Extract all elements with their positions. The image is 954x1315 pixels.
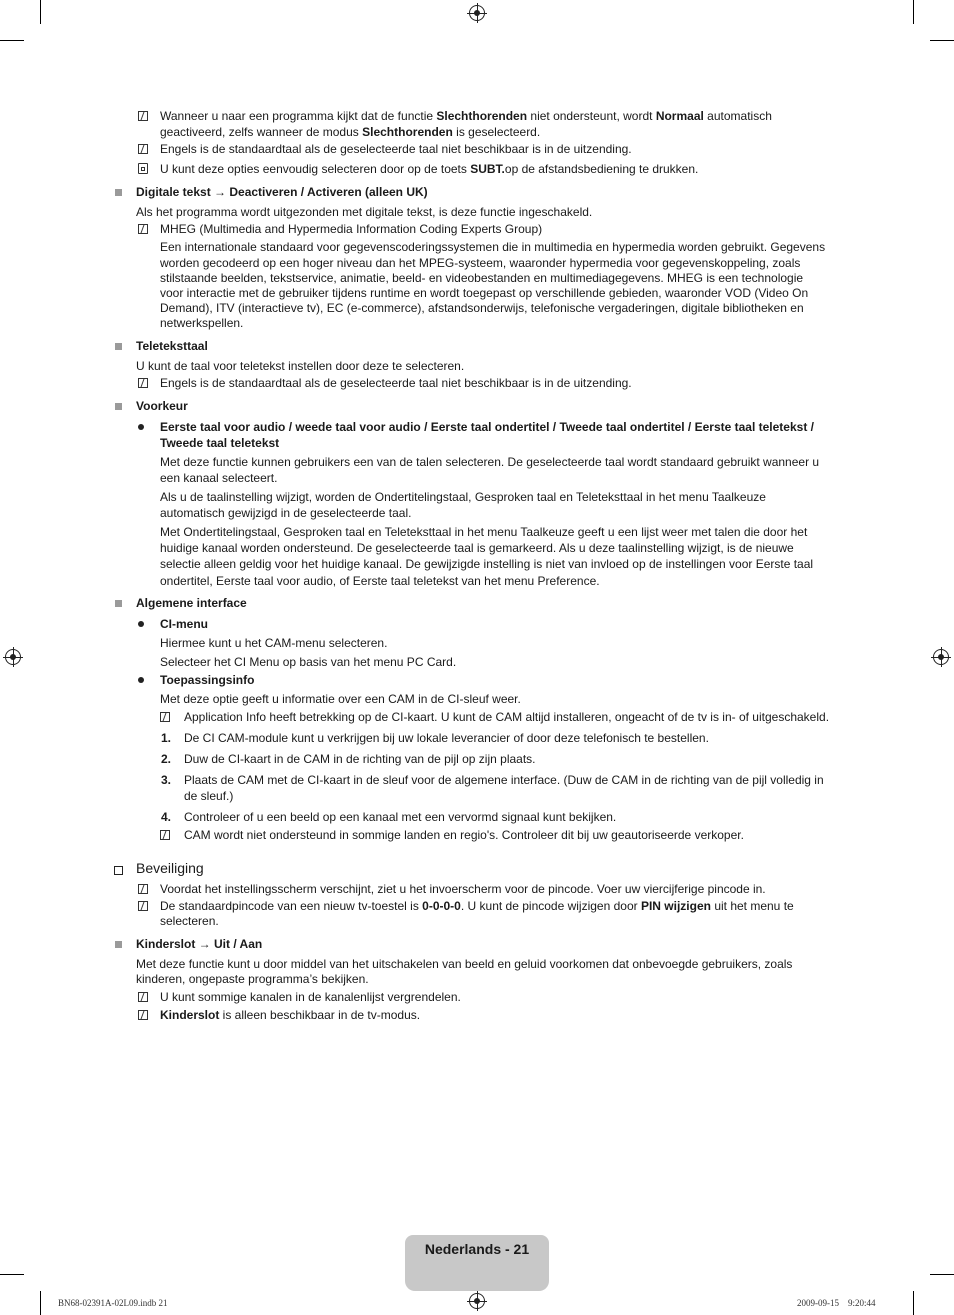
imprint-right: 2009-09-15 9:20:44 <box>797 1298 876 1308</box>
note-icon <box>160 712 170 722</box>
step-text: Controleer of u een beeld op een kanaal met een vervormd signaal kunt bekijken. <box>184 810 617 824</box>
section-square-icon <box>115 189 122 196</box>
note-text: Engels is de standaardtaal als de geselecteerde taal niet beschikbaar is in de uitzending. <box>160 376 632 390</box>
note-text: worden gecodeerd op een hoger niveau dan het MPEG-systeem, waaronder hypermedia voor gegevenskoppeling, zoals <box>160 256 801 270</box>
body-text: Selecteer het CI Menu op basis van het menu PC Card. <box>160 655 457 669</box>
note-text: voor interactie met de gebruiker tijdens runtime en wordt toegepast op verschillende gebieden, waaronder VOD (Video On <box>160 286 809 300</box>
bullet-title: Toepassingsinfo <box>160 673 255 687</box>
body-text: Hiermee kunt u het CAM-menu selecteren. <box>160 636 388 650</box>
step-text: Plaats de CAM met de CI-kaart in de sleuf voor de algemene interface. (Duw de CAM in de richting van de pijl volledig in <box>184 773 824 787</box>
note-icon <box>138 144 148 154</box>
bullet-icon <box>138 621 144 627</box>
registration-mark-icon <box>469 5 485 21</box>
step-number: 4. <box>161 810 172 824</box>
bullet-title: Eerste taal voor audio / weede taal voor audio / Eerste taal ondertitel / Tweede taal ondertitel / Eerste taal teletekst / <box>160 420 814 434</box>
section-heading: Voorkeur <box>136 399 188 413</box>
body-text: een kanaal selecteert. <box>160 471 278 485</box>
note-text: stilstaande beelden, tekstservice, animatie, beeld- en videobestanden en multimediagegevens. MHEG is een technologie <box>160 271 804 285</box>
note-icon <box>138 901 148 911</box>
section-square-icon <box>115 343 122 350</box>
step-text: de sleuf.) <box>184 789 234 803</box>
registration-mark-icon <box>469 1293 485 1309</box>
note-icon <box>160 830 170 840</box>
body-text: Met deze optie geeft u informatie over een CAM in de CI-sleuf weer. <box>160 692 521 706</box>
note-text: CAM wordt niet ondersteund in sommige landen en regio's. Controleer dit bij uw geautoriseerde verkoper. <box>184 828 744 842</box>
crop-mark <box>913 0 914 24</box>
registration-mark-icon <box>5 649 21 665</box>
note-text: selecteren. <box>160 914 219 928</box>
section-title: Beveiliging <box>136 860 204 876</box>
crop-mark <box>0 1274 24 1275</box>
body-text: selectie alleen geldig voor het huidige kanaal. De gewijzigde instelling is niet van invloed op de instellingen voor Eerste taal <box>160 557 814 571</box>
registration-mark-icon <box>933 649 949 665</box>
bullet-title: CI-menu <box>160 617 208 631</box>
note-icon <box>138 1010 148 1020</box>
step-text: De CI CAM-module kunt u verkrijgen bij uw lokale leverancier of door deze telefonisch te bestellen. <box>184 731 709 745</box>
note-text: Kinderslot is alleen beschikbaar in de tv-modus. <box>160 1008 421 1022</box>
note-text: geactiveerd, zelfs wanneer de modus Slechthorenden is geselecteerd. <box>160 125 541 139</box>
section-heading: Kinderslot → Uit / Aan <box>136 937 263 951</box>
step-number: 2. <box>161 752 172 766</box>
body-text: automatisch gewijzigd in de geselecteerde taal. <box>160 506 412 520</box>
note-text: Wanneer u naar een programma kijkt dat de functie Slechthorenden niet ondersteunt, wordt Normaal automatisch <box>160 109 772 123</box>
note-icon <box>138 992 148 1002</box>
body-text: U kunt de taal voor teletekst instellen door deze te selecteren. <box>136 359 465 373</box>
crop-mark <box>0 40 24 41</box>
step-number: 1. <box>161 731 172 745</box>
note-icon <box>138 224 148 234</box>
section-heading: Digitale tekst → Deactiveren / Activeren (alleen UK) <box>136 185 428 199</box>
note-icon <box>138 884 148 894</box>
note-text: MHEG (Multimedia and Hypermedia Information Coding Experts Group) <box>160 222 543 236</box>
bullet-icon <box>138 424 144 430</box>
bullet-icon <box>138 677 144 683</box>
body-text: huidige kanaal worden ondersteund. De geselecteerde taal is gemarkeerd. Als u deze taalinstelling wijzigt, is de nieuwe <box>160 541 794 555</box>
crop-mark <box>930 40 954 41</box>
note-text: Een internationale standaard voor gegevenscoderingssystemen die in multimedia en hypermedia worden gebruikt. Gegevens <box>160 240 826 254</box>
crop-mark <box>40 0 41 24</box>
page-number-label: Nederlands - 21 <box>424 1241 530 1257</box>
section-square-icon <box>115 941 122 948</box>
body-text: Als u de taalinstelling wijzigt, worden de Ondertitelingstaal, Gesproken taal en Teleteksttaal in het menu Taalkeuze <box>160 490 766 504</box>
remote-icon <box>138 163 148 174</box>
note-icon <box>138 378 148 388</box>
note-text: U kunt deze opties eenvoudig selecteren door op de toets SUBT.op de afstandsbediening te drukken. <box>160 162 699 176</box>
note-text: De standaardpincode van een nieuw tv-toestel is 0-0-0-0. U kunt de pincode wijzigen door PIN wijzigen uit het menu te <box>160 899 794 913</box>
body-text: ondertitel, Eerste taal voor audio, of Eerste taal teletekst van het menu Preference. <box>160 574 600 588</box>
bullet-title: Tweede taal teletekst <box>160 436 280 450</box>
step-number: 3. <box>161 773 172 787</box>
section-square-icon <box>115 403 122 410</box>
note-icon <box>138 111 148 121</box>
crop-mark <box>930 1274 954 1275</box>
body-text: kinderen, ongepaste programma’s bekijken. <box>136 972 369 986</box>
note-text: Demand), ITV (interactieve tv), EC (e-commerce), afstandsonderwijs, telefonische vergaderingen, digitale bibliotheken en <box>160 301 804 315</box>
step-text: Duw de CI-kaart in de CAM in de richting van de pijl op zijn plaats. <box>184 752 536 766</box>
imprint-left: BN68-02391A-02L09.indb 21 <box>58 1298 168 1308</box>
body-text: Met Ondertitelingstaal, Gesproken taal en Teleteksttaal in het menu Taalkeuze geeft u een lijst weer met talen die door het <box>160 525 808 539</box>
crop-mark <box>913 1291 914 1315</box>
crop-mark <box>40 1291 41 1315</box>
section-checkbox-icon <box>114 866 123 875</box>
section-heading: Algemene interface <box>136 596 247 610</box>
note-text: U kunt sommige kanalen in de kanalenlijst vergrendelen. <box>160 990 461 1004</box>
note-text: Application Info heeft betrekking op de CI-kaart. U kunt de CAM altijd installeren, ongeacht of de tv is in- of uitgeschakeld. <box>184 710 830 724</box>
section-heading: Teleteksttaal <box>136 339 208 353</box>
body-text: Met deze functie kunt u door middel van het uitschakelen van beeld en geluid voorkomen dat onbevoegde gebruikers, zoals <box>136 957 793 971</box>
body-text: Als het programma wordt uitgezonden met digitale tekst, is deze functie ingeschakeld. <box>136 205 593 219</box>
note-text: Voordat het instellingsscherm verschijnt, ziet u het invoerscherm voor de pincode. Voer uw viercijferige pincode in. <box>160 882 766 896</box>
body-text: Met deze functie kunnen gebruikers een van de talen selecteren. De geselecteerde taal wordt standaard gebruikt wanneer u <box>160 455 820 469</box>
note-text: netwerkspellen. <box>160 316 244 330</box>
section-square-icon <box>115 600 122 607</box>
note-text: Engels is de standaardtaal als de geselecteerde taal niet beschikbaar is in de uitzending. <box>160 142 632 156</box>
